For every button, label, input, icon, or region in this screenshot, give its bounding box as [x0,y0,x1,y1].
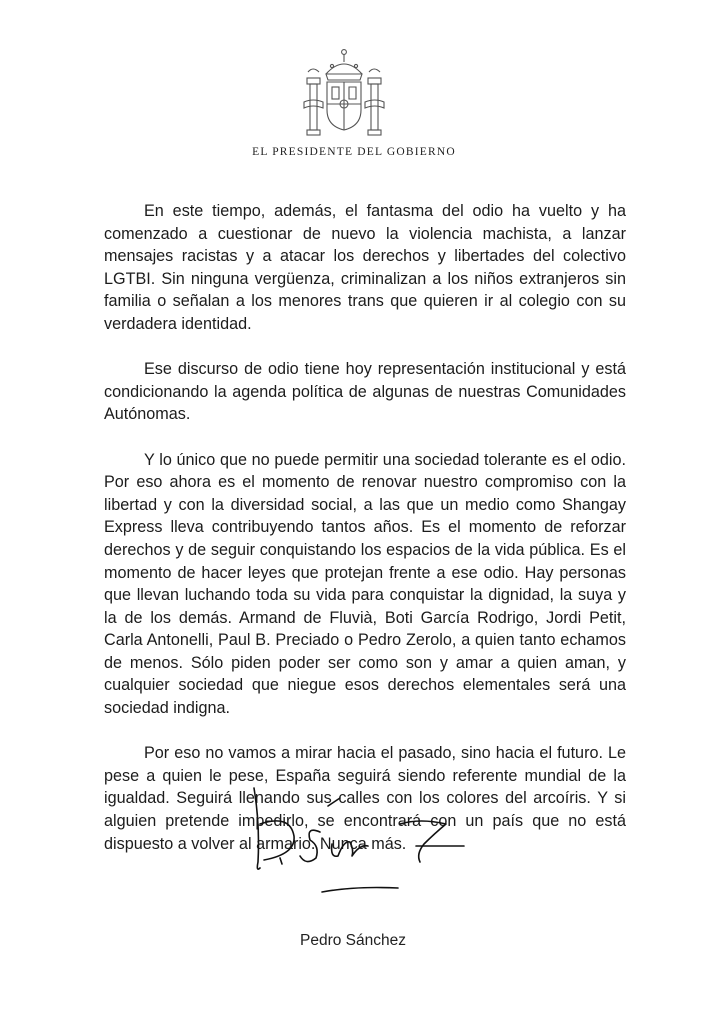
signer-name: Pedro Sánchez [300,932,406,949]
paragraph: En este tiempo, además, el fantasma del odio ha vuelto y ha comenzado a cuestionar de nuevo la violencia machista, a lanzar mensajes racistas y a atacar los derechos y libertades del colectivo LGTBI. Sin ninguna vergüenza, criminalizan a los niños extranjeros sin familia o señalan a los menores trans que quieren ir al colegio con su verdadera identidad. [104,202,626,333]
paragraph: Por eso no vamos a mirar hacia el pasado, sino hacia el futuro. Le pese a quien le pese, España seguirá siendo referente mundial de la igualdad. Seguirá llenando sus calles con los colores del arcoíris. Y si alguien pretende impedirlo, se encontrará con un país que no está dispuesto a volver al armario. Nunca más. [104,744,626,853]
letterhead-title: EL PRESIDENTE DEL GOBIERNO [252,146,456,158]
paragraph: Y lo único que no puede permitir una sociedad tolerante es el odio. Por eso ahora es el momento de renovar nuestro compromiso con la libertad y con la diversidad social, a las que un medio como Shangay Express lleva contribuyendo tantos años. Es el momento de reforzar derechos y de seguir conquistando los espacios de la vida pública. Es el momento de hacer leyes que protejan frente a ese odio. Hay personas que llevan luchando toda su vida para conquistar la dignidad, la suya y la de los demás. Armand de Fluvià, Boti García Rodrigo, Jordi Petit, Carla Antonelli, Paul B. Preciado o Pedro Zerolo, a quien tanto echamos de menos. Sólo piden poder ser como son y amar a quien aman, y cualquier sociedad que niegue esos derechos elementales será una sociedad indigna. [104,450,626,718]
coat-of-arms-icon [296,44,392,142]
paragraph: Ese discurso de odio tiene hoy representación institucional y está condicionando la agenda política de algunas de nuestras Comunidades Autónomas. [104,360,626,424]
letter-body [104,200,626,855]
handwritten-signature-icon [250,784,510,904]
